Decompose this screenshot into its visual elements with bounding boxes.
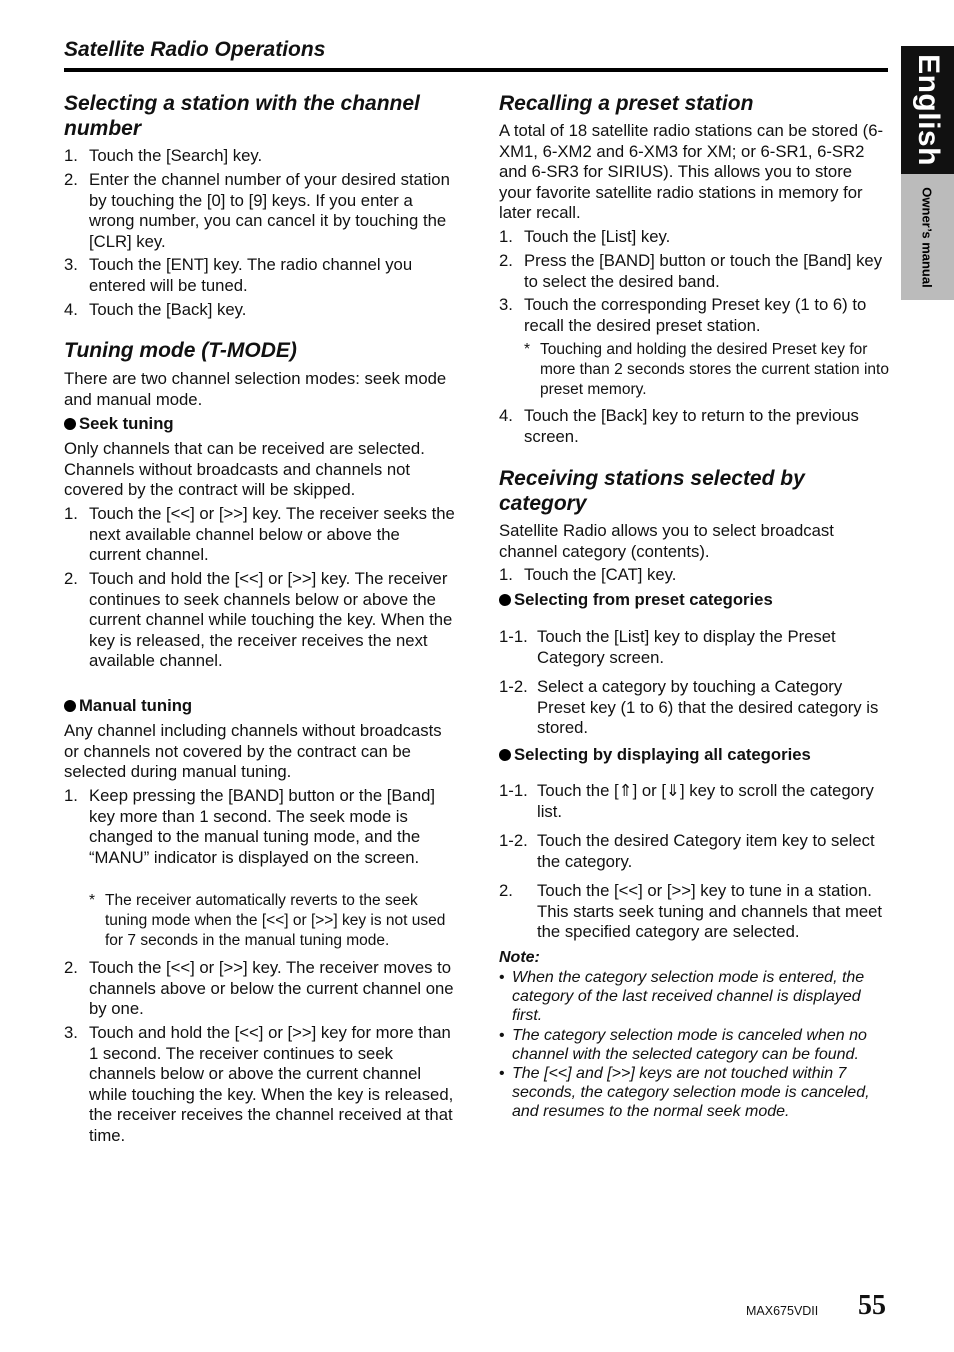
category-heading: Receiving stations selected by category [499, 467, 805, 515]
channel-number-heading: Selecting a station with the channel number [64, 92, 420, 140]
bullet-icon [499, 749, 511, 761]
seek-desc: Only channels that can be received are selected. Channels without broadcasts and channels not covered by the contract will be skipped. [64, 439, 425, 500]
tuning-mode-heading: Tuning mode (T-MODE) [64, 339, 297, 362]
section-header: Satellite Radio Operations [64, 38, 326, 61]
category-intro: Satellite Radio allows you to select broadcast channel category (contents). [499, 521, 834, 561]
page-number: 55 [858, 1290, 886, 1321]
note-heading: Note: [499, 949, 540, 966]
bullet-icon [499, 594, 511, 606]
manual-tuning-subheading: Manual tuning [64, 696, 192, 717]
all-categories-subheading: Selecting by displaying all categories [499, 745, 811, 766]
bullet-icon [64, 418, 76, 430]
header-rule [64, 68, 888, 72]
model-number: MAX675VDII [746, 1304, 819, 1318]
language-tab-label: English [911, 54, 945, 166]
bullet-icon [64, 700, 76, 712]
recall-preset-heading: Recalling a preset station [499, 92, 754, 115]
manual-desc: Any channel including channels without broadcasts or channels not covered by the contract can be selected during manual tuning. [64, 721, 442, 782]
language-tab [901, 46, 954, 174]
manual-tab [901, 174, 954, 300]
manual-tab-label: Owner’s manual [920, 186, 936, 288]
seek-tuning-subheading: Seek tuning [64, 414, 174, 435]
tuning-intro: There are two channel selection modes: seek mode and manual mode. [64, 369, 447, 409]
preset-categories-subheading: Selecting from preset categories [499, 590, 773, 611]
recall-intro: A total of 18 satellite radio stations can be stored (6-XM1, 6-XM2 and 6-XM3 for XM; or 6-SR1, 6-SR2 and 6-SR3 for SIRIUS). This allows you to store your favorite satellite radio stations in memory for later recall. [499, 121, 884, 223]
